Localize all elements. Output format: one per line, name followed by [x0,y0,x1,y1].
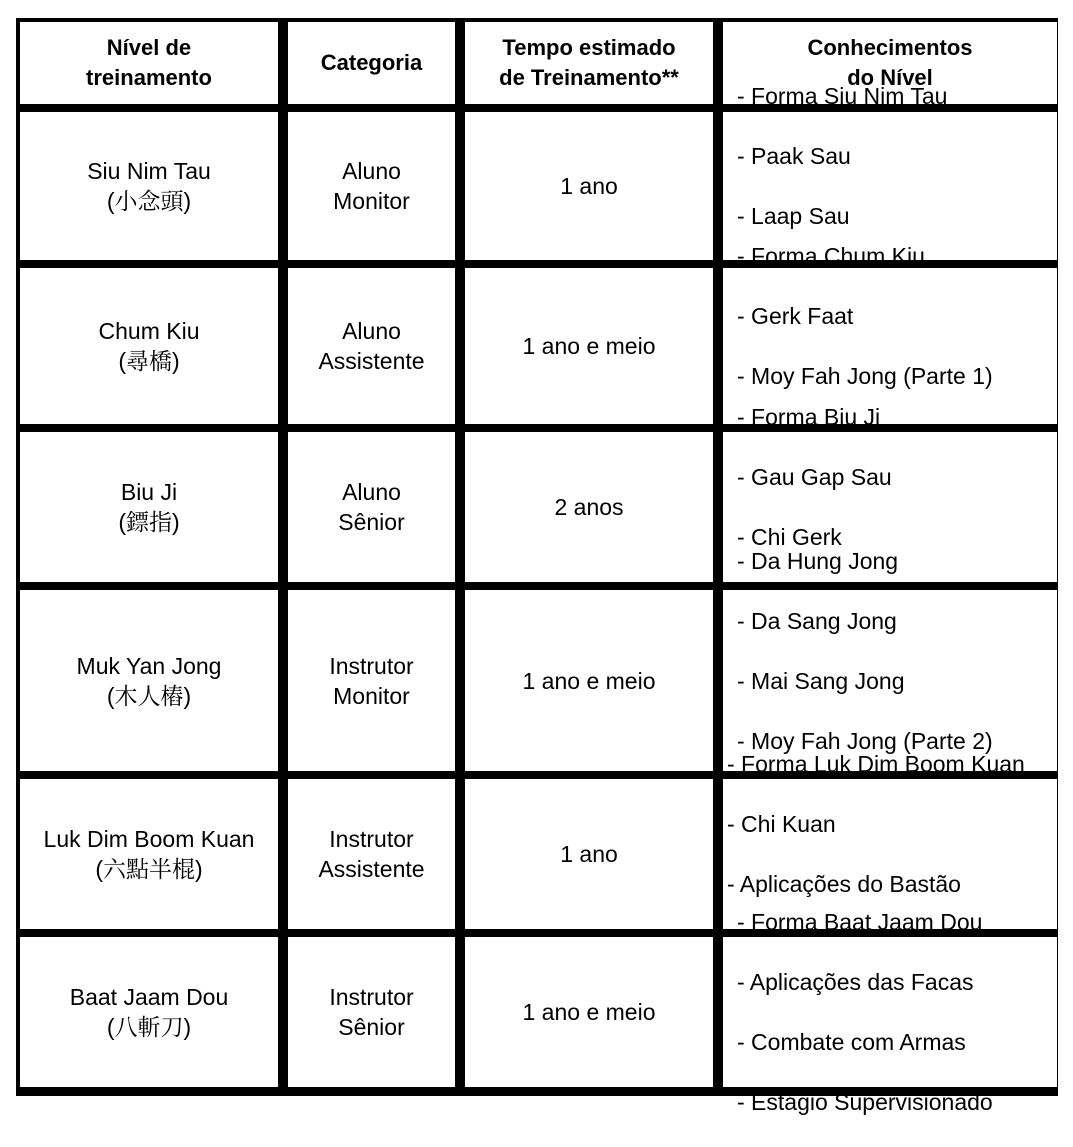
knowledge-item: - Mai Sang Jong [737,667,905,694]
knowledge-item: - Aplicações das Facas [737,969,974,995]
level-cell: Muk Yan Jong (木人樁) [20,590,278,771]
knowledge-item: - Forma Biu Ji [737,404,881,430]
knowledge-list [723,877,993,1147]
knowledge-item: - Estágio Supervisionado [737,1089,993,1115]
knowledge-cell [723,909,1057,1115]
level-cell: Chum Kiu (尋橋) [20,268,278,424]
knowledge-item: - Da Hung Jong [737,547,899,574]
knowledge-item: - Chi Gerk [737,524,842,550]
knowledge-item: - Laap Sau [737,203,850,229]
time-cell: 1 ano [465,112,713,260]
time-cell: 1 ano e meio [465,937,713,1087]
category-cell: Instrutor Assistente [288,779,455,929]
category-cell: Aluno Monitor [288,112,455,260]
time-cell: 1 ano [465,779,713,929]
knowledge-item: - Chi Kuan [727,811,836,837]
level-cell: Baat Jaam Dou (八斬刀) [20,937,278,1087]
knowledge-item: - Aplicações do Bastão [727,871,961,897]
knowledge-item: - Paak Sau [737,143,851,169]
category-cell: Instrutor Sênior [288,937,455,1087]
knowledge-item: - Forma Siu Nim Tau [737,83,948,109]
time-cell: 2 anos [465,432,713,582]
knowledge-item: - Combate com Armas [737,1029,966,1055]
time-cell: 1 ano e meio [465,590,713,771]
header-time: Tempo estimado de Treinamento** [465,22,713,104]
time-cell: 1 ano e meio [465,268,713,424]
knowledge-item: - Forma Baat Jaam Dou [737,909,983,935]
level-cell: Luk Dim Boom Kuan (六點半棍) [20,779,278,929]
knowledge-item: - Forma Chum Kiu [737,243,925,269]
knowledge-item: - Gau Gap Sau [737,464,892,490]
header-category: Categoria [288,22,455,104]
category-cell: Instrutor Monitor [288,590,455,771]
training-table [16,18,1058,1115]
knowledge-item: - Forma Luk Dim Boom Kuan [727,751,1025,777]
knowledge-item: - Gerk Faat [737,303,854,329]
knowledge-item: - Moy Fah Jong (Parte 2) [737,727,993,754]
category-cell: Aluno Sênior [288,432,455,582]
level-cell: Siu Nim Tau (小念頭) [20,112,278,260]
knowledge-item: - Moy Fah Jong (Parte 1) [737,363,993,389]
knowledge-item: - Da Sang Jong [737,607,897,634]
level-cell: Biu Ji (鏢指) [20,432,278,582]
category-cell: Aluno Assistente [288,268,455,424]
header-knowledge: Conhecimentos do Nível [723,22,1057,104]
header-level: Nível de treinamento [20,22,278,104]
